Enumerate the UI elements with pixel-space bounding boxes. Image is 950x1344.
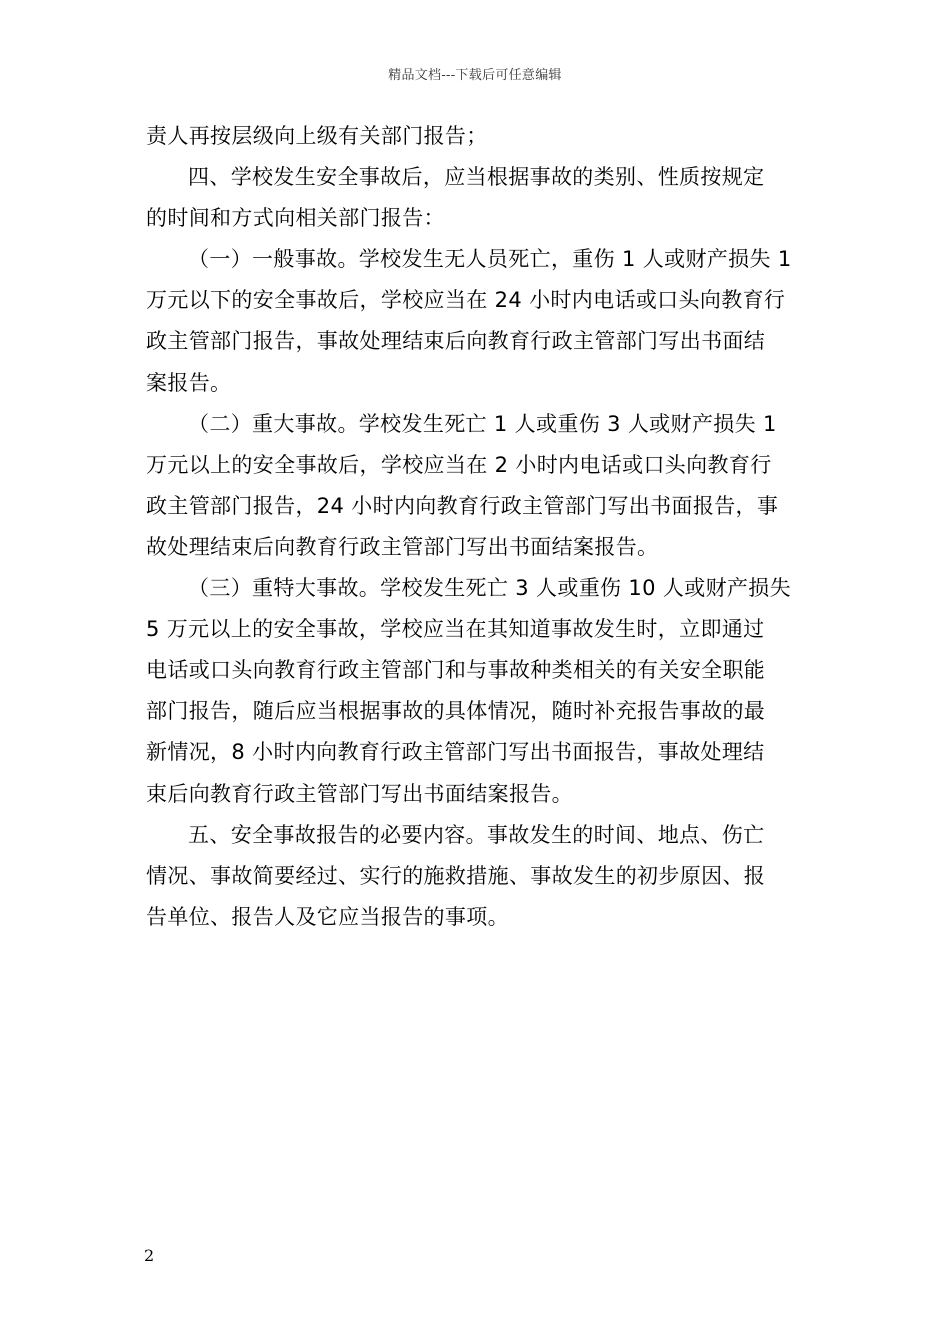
document-body [146, 116, 806, 938]
text-line: 政主管部门报告，事故处理结束后向教育行政主管部门写出书面结 [146, 329, 766, 354]
paragraph-start-line: 四、学校发生安全事故后，应当根据事故的类别、性质按规定 [188, 165, 765, 190]
paragraph-start-line: （三）重特大事故。学校发生死亡 3 人或重伤 10 人或财产损失 [188, 576, 791, 601]
text-line: 的时间和方式向相关部门报告： [146, 206, 445, 231]
text-line: 新情况，8 小时内向教育行政主管部门写出书面报告，事故处理结 [146, 740, 765, 765]
text-line: 告单位、报告人及它应当报告的事项。 [146, 904, 509, 929]
text-line: 案报告。 [146, 370, 232, 395]
paragraph-start-line: （一）一般事故。学校发生无人员死亡，重伤 1 人或财产损失 1 [188, 247, 792, 272]
text-line: 故处理结束后向教育行政主管部门写出书面结案报告。 [146, 534, 659, 559]
page-header: 精品文档---下载后可任意编辑 [388, 68, 562, 83]
paragraph-start-line: （二）重大事故。学校发生死亡 1 人或重伤 3 人或财产损失 1 [188, 411, 777, 436]
text-line: 情况、事故简要经过、实行的施救措施、事故发生的初步原因、报 [146, 863, 766, 888]
text-line: 万元以上的安全事故后，学校应当在 2 小时内电话或口头向教育行 [146, 452, 772, 477]
text-line: 电话或口头向教育行政主管部门和与事故种类相关的有关安全职能 [146, 658, 766, 683]
text-line: 部门报告，随后应当根据事故的具体情况，随时补充报告事故的最 [146, 699, 766, 724]
text-line: 5 万元以上的安全事故，学校应当在其知道事故发生时，立即通过 [146, 617, 765, 642]
text-line: 责人再按层级向上级有关部门报告； [146, 124, 488, 148]
text-line: 万元以下的安全事故后，学校应当在 24 小时内电话或口头向教育行 [146, 288, 786, 313]
text-line: 束后向教育行政主管部门写出书面结案报告。 [146, 781, 573, 806]
paragraph-start-line: 五、安全事故报告的必要内容。事故发生的时间、地点、伤亡 [188, 822, 765, 847]
page-number: 2 [144, 1246, 155, 1265]
text-line: 政主管部门报告，24 小时内向教育行政主管部门写出书面报告，事 [146, 493, 779, 518]
